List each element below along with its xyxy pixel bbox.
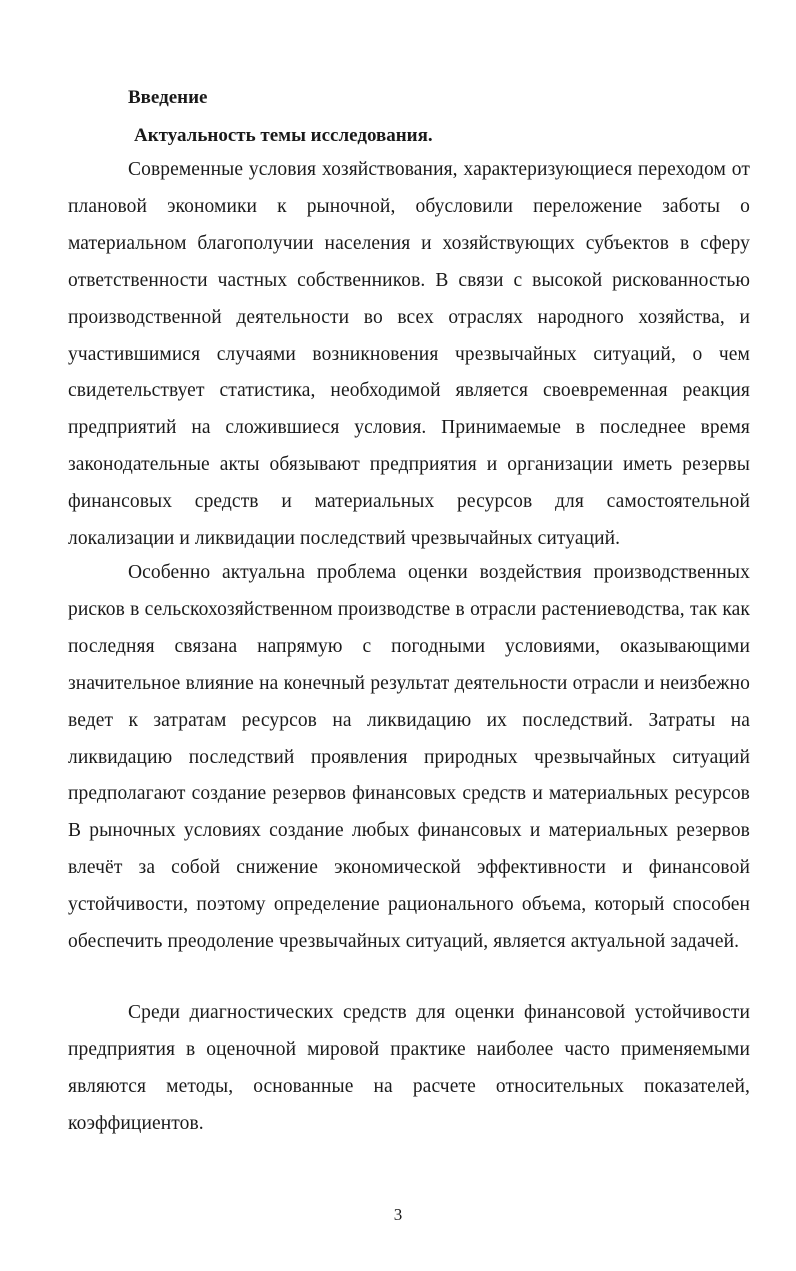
paragraph-1: Современные условия хозяйствования, характеризующиеся переходом от плановой экономики к рыночной, обусловили переложение заботы о материальном благополучии населения и хозяйствующих субъектов в сферу ответственности частных собственников. В связи с высокой рискованностью производственной деятельности во всех отраслях народного хозяйства, и участившимися случаями возникновения чрезвычайных ситуаций, о чем свидетельствует статистика, необходимой является своевременная реакция предприятий на сложившиеся условия. Принимаемые в последнее время законодательные акты обязывают предприятия и организации иметь резервы финансовых средств и материальных ресурсов для самостоятельной локализации и ликвидации последствий чрезвычайных ситуаций. (68, 159, 750, 550)
paragraph-2: Особенно актуальна проблема оценки воздействия производственных рисков в сельскохозяйственном производстве в отрасли растениеводства, так как последняя связана напрямую с погодными условиями, оказывающими значительное влияние на конечный результат деятельности отрасли и неизбежно ведет к затратам ресурсов на ликвидацию их последствий. Затраты на ликвидацию последствий проявления природных чрезвычайных ситуаций предполагают создание резервов финансовых средств и материальных ресурсов В рыночных условиях создание любых финансовых и материальных резервов влечёт за собой снижение экономической эффективности и финансовой устойчивости, поэтому определение рационального объема, который способен обеспечить преодоление чрезвычайных ситуаций, является актуальной задачей. (68, 562, 750, 953)
subsection-title: Актуальность темы исследования. (134, 125, 433, 146)
page-number: 3 (393, 1205, 403, 1224)
section-title: Введение (128, 87, 208, 108)
paragraph-3: Среди диагностических средств для оценки финансовой устойчивости предприятия в оценочной мировой практике наиболее часто применяемыми являются методы, основанные на расчете относительных показателей, коэффициентов. (68, 1002, 750, 1134)
